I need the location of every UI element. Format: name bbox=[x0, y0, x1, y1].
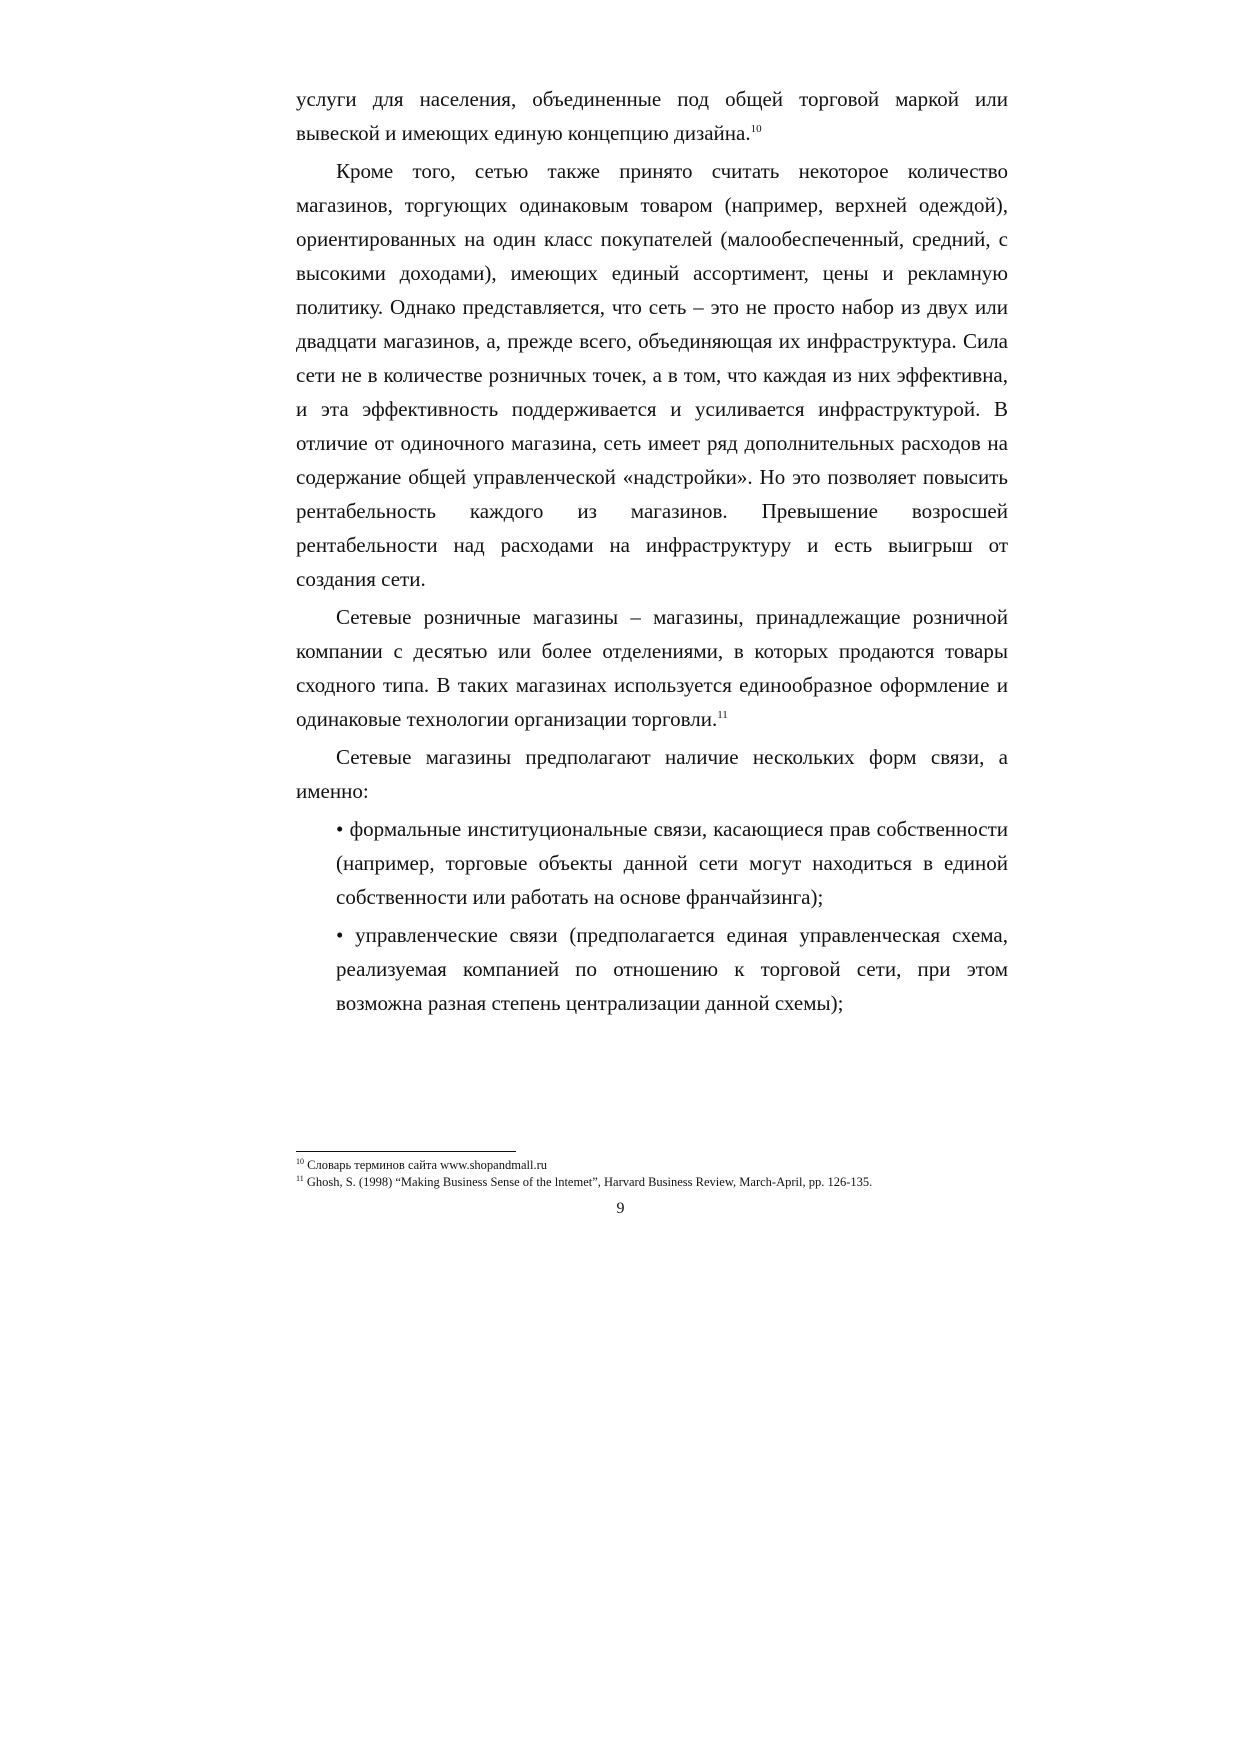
bullet-icon: • bbox=[336, 817, 344, 841]
paragraph-1-text: услуги для населения, объединенные под общей торговой маркой или вывеской и имеющих единую концепцию дизайна. bbox=[296, 87, 1008, 145]
list-item bbox=[336, 918, 1008, 1020]
paragraph-1 bbox=[296, 82, 1008, 150]
footnotes bbox=[296, 1157, 1016, 1191]
list-item-text: формальные институциональные связи, касающиеся прав собственности (например, торговые объекты данной сети могут находиться в единой собственности или работать на основе франчайзинга); bbox=[336, 817, 1009, 909]
page-number: 9 bbox=[616, 1200, 625, 1217]
footnote-number: 10 bbox=[296, 1156, 304, 1166]
bullet-icon: • bbox=[336, 923, 344, 947]
paragraph-2: Кроме того, сетью также принято считать некоторое количество магазинов, торгующих одинаковым товаром (например, верхней одеждой), ориентированных на один класс покупателей (малообеспеченный, средний, с высокими доходами), имеющих единый ассортимент, цены и рекламную политику. Однако представляется, что сеть – это не просто набор из двух или двадцати магазинов, а, прежде всего, объединяющая их инфраструктура. Сила сети не в количестве розничных точек, а в том, что каждая из них эффективна, и эта эффективность поддерживается и усиливается инфраструктурой. В отличие от одиночного магазина, сеть имеет ряд дополнительных расходов на содержание общей управленческой «надстройки». Но это позволяет повысить рентабельность каждого из магазинов. Превышение возросшей рентабельности над расходами на инфраструктуру и есть выигрыш от создания сети. bbox=[296, 159, 1008, 591]
paragraph-3 bbox=[296, 600, 1008, 736]
list-item bbox=[336, 812, 1008, 914]
footnote-ref-11: 11 bbox=[717, 709, 728, 721]
footnote-number: 11 bbox=[296, 1173, 304, 1183]
paragraph-3-text: Сетевые розничные магазины – магазины, принадлежащие розничной компании с десятью или более отделениями, в которых продаются товары сходного типа. В таких магазинах используется единообразное оформление и одинаковые технологии организации торговли. bbox=[296, 605, 1008, 731]
footnote-11 bbox=[296, 1174, 1016, 1191]
footnote-10 bbox=[296, 1157, 1016, 1174]
footnote-text: Ghosh, S. (1998) “Making Business Sense of the lntemet”, Harvard Business Review, March-April, pp. 126-135. bbox=[303, 1175, 873, 1189]
footnote-ref-10: 10 bbox=[750, 123, 762, 135]
paragraph-4: Сетевые магазины предполагают наличие нескольких форм связи, а именно: bbox=[296, 745, 1008, 803]
footnote-separator bbox=[296, 1151, 516, 1152]
bullet-list bbox=[336, 812, 1008, 1020]
body-text bbox=[296, 82, 1008, 1020]
list-item-text: управленческие связи (предполагается единая управленческая схема, реализуемая компанией по отношению к торговой сети, при этом возможна разная степень централизации данной схемы); bbox=[336, 923, 1008, 1015]
footnote-text: Словарь терминов сайта www.shopandmall.ru bbox=[304, 1158, 547, 1172]
